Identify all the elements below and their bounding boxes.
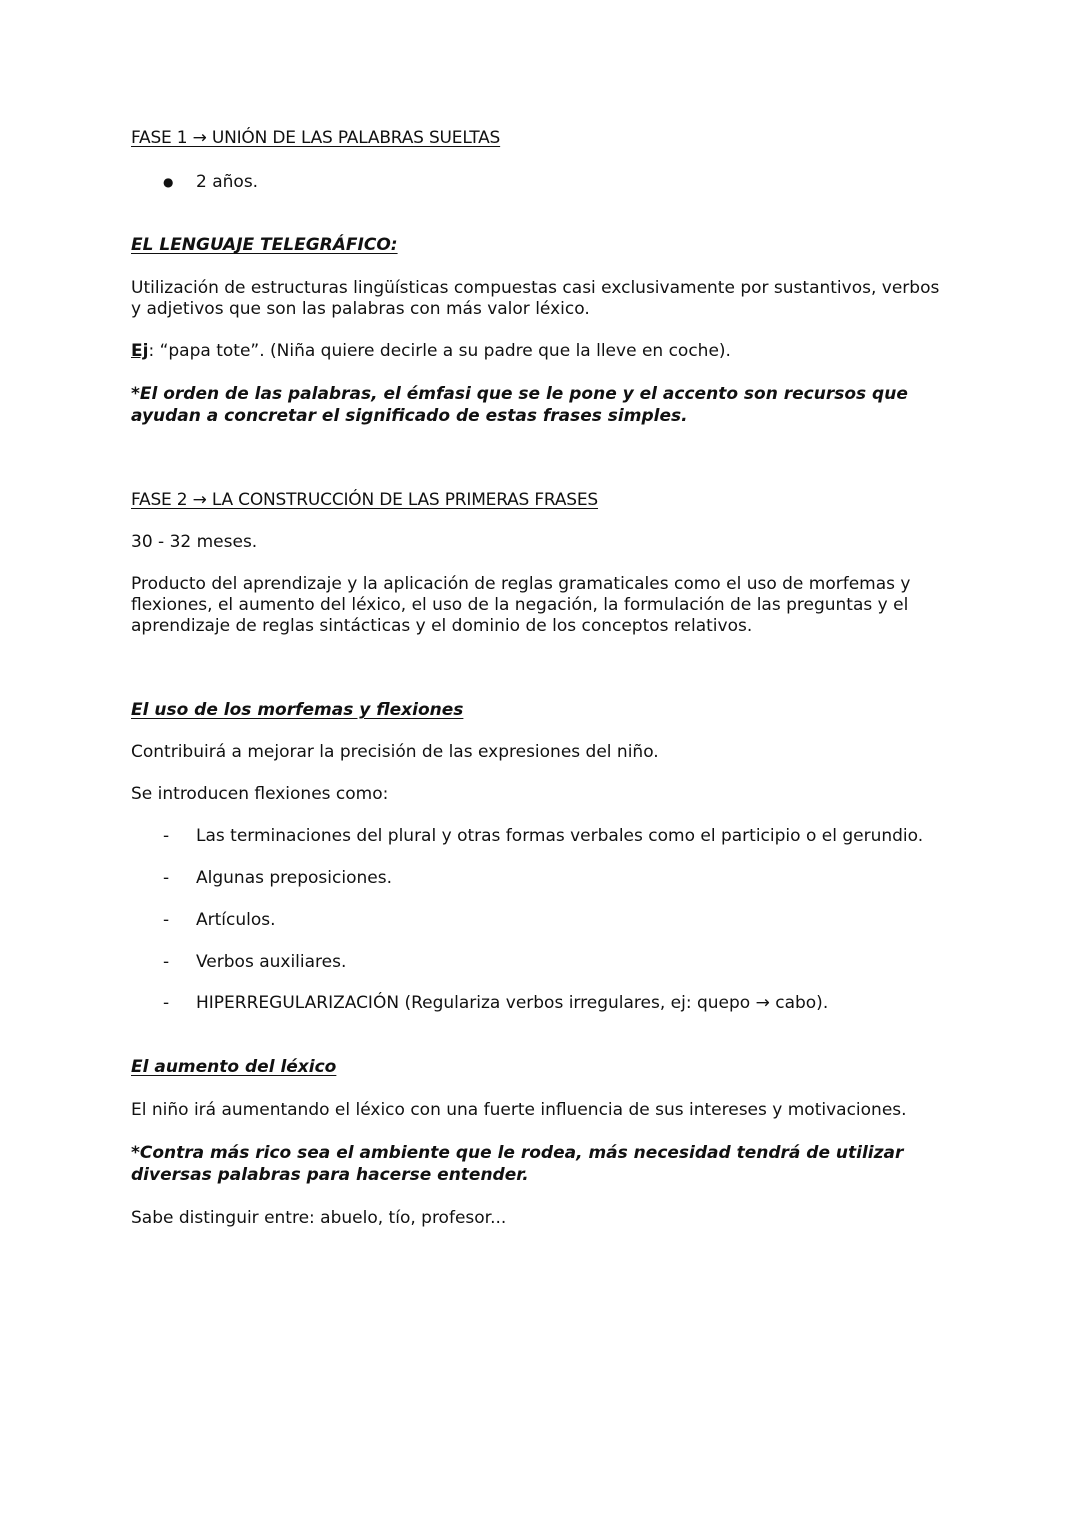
morfemas-list-intro: Se introducen flexiones como:	[131, 784, 389, 804]
fase1-bullet-text: 2 años.	[196, 172, 259, 192]
morfemas-heading: El uso de los morfemas y flexiones	[131, 700, 464, 720]
lexico-heading: El aumento del léxico	[131, 1057, 337, 1077]
example-label: Ej	[131, 341, 149, 361]
fase1-heading: FASE 1 → UNIÓN DE LAS PALABRAS SUELTAS	[131, 128, 501, 148]
telegrafico-note: *El orden de las palabras, el émfasi que se le pone y el accento son recursos que ayudan a concretar el significado de estas frases simples.	[131, 384, 908, 426]
list-item-text: Algunas preposiciones.	[196, 868, 392, 888]
lexico-intro: El niño irá aumentando el léxico con una fuerte influencia de sus intereses y motivaciones.	[131, 1100, 907, 1120]
telegrafico-description: Utilización de estructuras lingüísticas compuestas casi exclusivamente por sustantivos, verbos y adjetivos que son las palabras con más valor léxico.	[131, 278, 940, 319]
fase2-heading: FASE 2 → LA CONSTRUCCIÓN DE LAS PRIMERAS FRASES	[131, 490, 599, 510]
dash-marker: -	[163, 868, 170, 888]
telegrafico-heading: EL LENGUAJE TELEGRÁFICO:	[131, 235, 398, 255]
lexico-examples: Sabe distinguir entre: abuelo, tío, profesor...	[131, 1208, 507, 1228]
dash-marker: -	[163, 993, 170, 1013]
dash-marker: -	[163, 910, 170, 930]
list-item-text: Las terminaciones del plural y otras formas verbales como el participio o el gerundio.	[196, 826, 924, 846]
list-item-text: Artículos.	[196, 910, 276, 930]
lexico-note: *Contra más rico sea el ambiente que le rodea, más necesidad tendrá de utilizar diversas palabras para hacerse entender.	[131, 1143, 904, 1185]
bullet-marker: ●	[163, 175, 174, 189]
dash-marker: -	[163, 952, 170, 972]
fase2-description: Producto del aprendizaje y la aplicación de reglas gramaticales como el uso de morfemas y flexiones, el aumento del léxico, el uso de la negación, la formulación de las preguntas y el aprendizaje de reglas sintácticas y el dominio de los conceptos relativos.	[131, 574, 911, 636]
list-item-text: HIPERREGULARIZACIÓN (Regulariza verbos irregulares, ej: quepo → cabo).	[196, 993, 829, 1013]
list-item-text: Verbos auxiliares.	[196, 952, 347, 972]
dash-marker: -	[163, 826, 170, 846]
telegrafico-example	[131, 341, 951, 362]
morfemas-intro: Contribuirá a mejorar la precisión de las expresiones del niño.	[131, 742, 659, 762]
fase2-age: 30 - 32 meses.	[131, 532, 258, 552]
example-text: : “papa tote”. (Niña quiere decirle a su padre que la lleve en coche).	[148, 341, 731, 361]
